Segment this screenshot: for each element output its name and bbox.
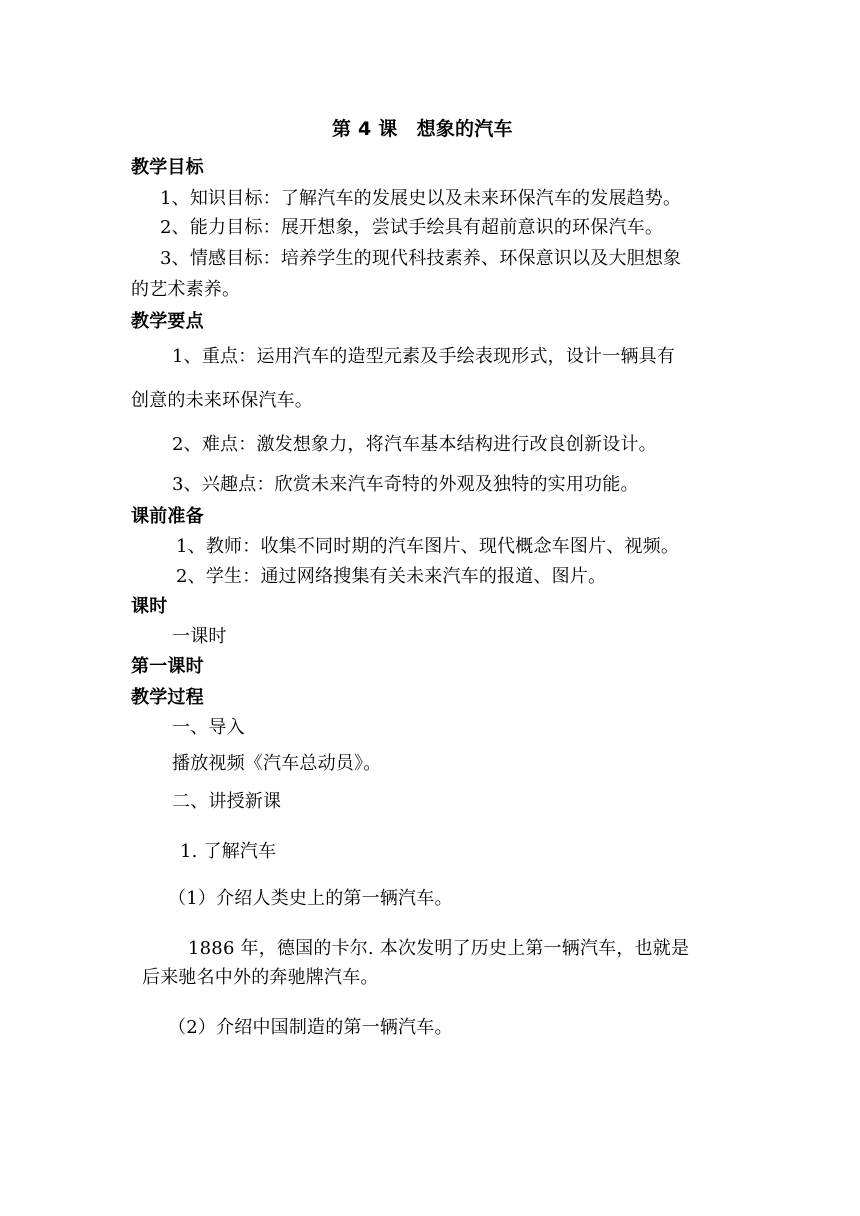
section-heading-preparation: 课前准备 (131, 506, 204, 527)
process-substep-1a-text: 1886 年，德国的卡尔. 本次发明了历史上第一辆汽车，也就是 (188, 938, 690, 959)
lesson-title: 第 4 课 想象的汽车 (332, 118, 513, 140)
process-step-1-detail: 播放视频《汽车总动员》。 (172, 753, 382, 774)
key-point-item-2: 2、难点：激发想象力，将汽车基本结构进行改良创新设计。 (172, 434, 657, 455)
key-point-item-1: 1、重点：运用汽车的造型元素及手绘表现形式，设计一辆具有 (172, 346, 676, 367)
section-heading-objectives: 教学目标 (131, 157, 204, 178)
process-substep-1b: （2）介绍中国制造的第一辆汽车。 (168, 1017, 453, 1038)
process-substep-1: 1. 了解汽车 (180, 841, 277, 862)
objective-item-1: 1、知识目标：了解汽车的发展史以及未来环保汽车的发展趋势。 (160, 188, 682, 209)
key-point-item-1-continued: 创意的未来环保汽车。 (131, 390, 313, 411)
process-substep-1a: （1）介绍人类史上的第一辆汽车。 (168, 888, 453, 909)
process-step-2: 二、讲授新课 (172, 791, 282, 812)
objective-item-2: 2、能力目标：展开想象，尝试手绘具有超前意识的环保汽车。 (160, 217, 664, 238)
objective-item-3-continued: 的艺术素养。 (131, 279, 241, 300)
process-step-1: 一、导入 (172, 717, 245, 738)
preparation-item-2: 2、学生：通过网络搜集有关未来汽车的报道、图片。 (176, 566, 607, 587)
class-hours-value: 一课时 (172, 626, 227, 647)
section-heading-process: 教学过程 (131, 687, 204, 708)
section-heading-class-hours: 课时 (131, 596, 168, 617)
preparation-item-1: 1、教师：收集不同时期的汽车图片、现代概念车图片、视频。 (176, 536, 680, 557)
objective-item-3: 3、情感目标：培养学生的现代科技素养、环保意识以及大胆想象 (160, 248, 682, 269)
process-substep-1a-text-continued: 后来驰名中外的奔驰牌汽车。 (142, 967, 379, 988)
section-heading-key-points: 教学要点 (131, 311, 204, 332)
key-point-item-3: 3、兴趣点：欣赏未来汽车奇特的外观及独特的实用功能。 (172, 474, 639, 495)
section-heading-first-lesson: 第一课时 (131, 656, 204, 677)
